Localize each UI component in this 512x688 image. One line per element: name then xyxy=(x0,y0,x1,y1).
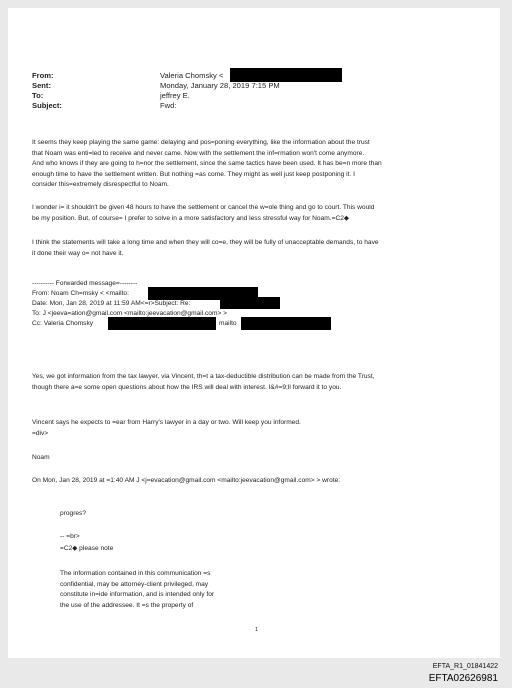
to-value: jeffrey E. xyxy=(160,91,190,100)
quoted-br: -- =br> xyxy=(60,533,80,540)
sent-label: Sent: xyxy=(32,81,51,90)
body-paragraph-1: It seems they keep playing the same game: delaying and pos=poning everything, like the information about the trust that Noam was enti=led to receive and never came. Now with the settlement the inf=rmation won't come anymore. And who knows if they are going to h=nor the settlement, since the same tactics have been used. It has be=n more than enough time to have the settlement written. But nothing =as come. They might as well just keep postponing it. I consider this=extremely disrespectful to Noam. xyxy=(32,139,382,188)
quoted-disclaimer: The information contained in this communication =s confidential, may be attorney-client privileged, may constitute in=ide information, and is intended only for the use of the addressee. It =s the property of xyxy=(60,570,215,609)
forwarded-cc: Cc: Valeria Chomsky xyxy=(32,320,94,327)
forwarded-cc-mailto: mailto xyxy=(219,320,237,327)
quoted-please-note: =C2◆ please note xyxy=(60,545,114,552)
message-paragraph-1: Yes, we got information from the tax lawyer, via Vincent, th=t a tax-deductible distribution can be made from the Trust, though there a=e some open questions about how the IRS will deal with interest. I&#=9;ll forward it to you. xyxy=(32,373,375,391)
subject-label: Subject: xyxy=(32,101,62,110)
page-number: 1 xyxy=(255,627,259,633)
from-label: From: xyxy=(32,71,54,80)
forwarded-from: From: Noam Ch=msky < <mailto: xyxy=(32,290,129,297)
forwarded-to: To: J <jeeva=ation@gmail.com <mailto:jeevacation@gmail.com> > xyxy=(32,310,227,317)
message-paragraph-2: Vincent says he expects to =ear from Harry's lawyer in a day or two. Will keep you informed. =div> xyxy=(32,419,301,437)
redaction-bar xyxy=(220,297,280,309)
redaction-bar xyxy=(230,68,342,82)
forwarded-divider: ---------- Forwarded message=-------- xyxy=(32,280,138,287)
message-signature: Noam xyxy=(32,454,50,461)
redaction-bar xyxy=(241,317,331,330)
from-value: Valeria Chomsky < xyxy=(160,71,224,80)
quoted-progress: progres? xyxy=(60,510,87,517)
bates-number-large: EFTA02626981 xyxy=(428,673,498,684)
body-paragraph-3: I think the statements will take a long time and when they will co=e, they will be fully of unacceptable demands, to have it done their way o= not have it. xyxy=(32,239,379,257)
redaction-bar xyxy=(108,317,216,330)
sent-value: Monday, January 28, 2019 7:15 PM xyxy=(160,81,280,90)
body-paragraph-2: I wonder i= it shouldn't be given 48 hours to have the settlement or cancel the w=ole thing and go to court. This would be my position. But, of course= I prefer to solve in a more satisfactory and less stressful way for Noam.=C2◆ xyxy=(32,204,375,222)
document-page xyxy=(8,8,500,658)
to-label: To: xyxy=(32,91,44,100)
subject-value: Fwd: xyxy=(160,101,177,110)
bates-number-small: EFTA_R1_01841422 xyxy=(432,663,498,670)
quote-intro: On Mon, Jan 28, 2019 at =1:40 AM J <j=evacation@gmail.com <mailto:jeevacation@gmail.com> > wrote: xyxy=(32,477,341,484)
forwarded-date: Date: Mon, Jan 28, 2019 at 11:59 AM<=r>Subject: Re: xyxy=(32,300,191,307)
